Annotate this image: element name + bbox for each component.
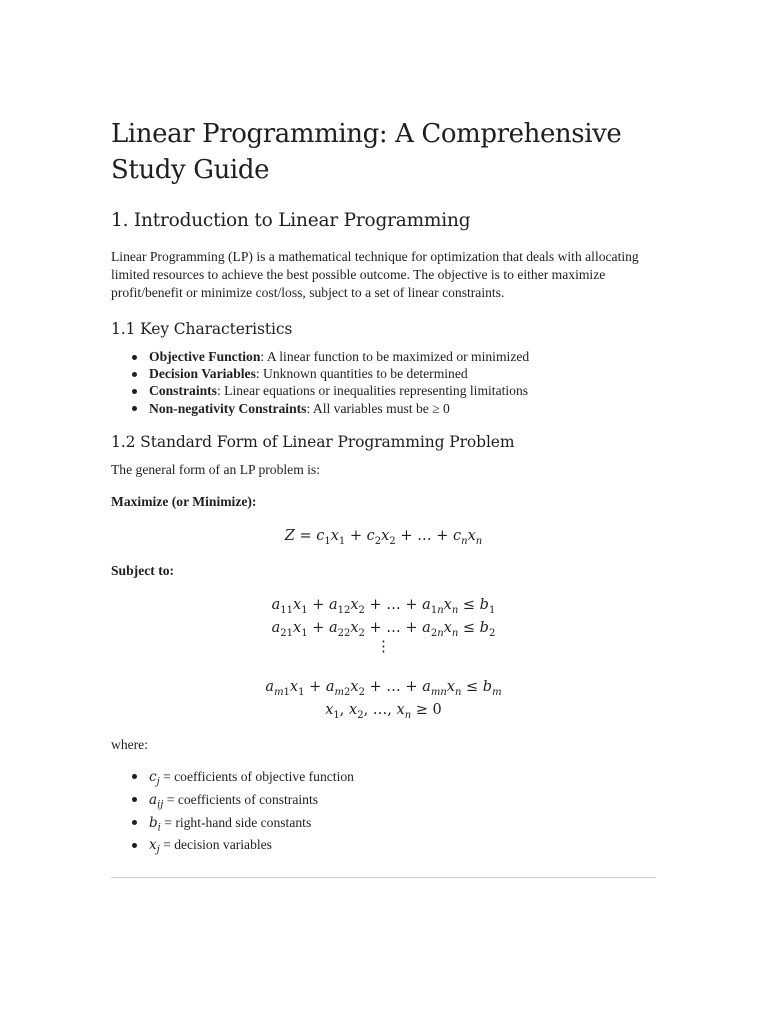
subject-to-label: Subject to:	[111, 562, 175, 578]
term: Decision Variables	[149, 366, 256, 382]
section-1-1-heading: 1.1 Key Characteristics	[111, 320, 293, 338]
document-title: Linear Programming: A Comprehensive Study Guide	[111, 119, 622, 185]
list-item: $x_j$ = decision variables	[149, 836, 656, 859]
list-item	[149, 365, 656, 382]
list-item: $a_{ij}$ = coefficients of constraints	[149, 791, 656, 814]
maximize-label: Maximize (or Minimize):	[111, 493, 257, 509]
term-desc: : All variables must be ≥ 0	[306, 400, 450, 416]
vertical-ellipsis: ⋮	[376, 638, 391, 655]
constraint-row-1: $a_{11}x_1 + a_{12}x_2$ + … + $a_{1n}x_n \le b_1$	[271, 596, 496, 616]
list-item: $c_j$ = coefficients of objective function	[149, 768, 656, 791]
constraint-row-m: $a_{m1}x_1 + a_{m2}x_2$ + … + $a_{mn}x_n \le b_m$	[265, 678, 502, 698]
constraint-row-2: $a_{21}x_1 + a_{22}x_2$ + … + $a_{2n}x_n \le b_2$	[271, 619, 496, 639]
term-desc: : A linear function to be maximized or minimized	[260, 349, 530, 364]
list-item	[149, 400, 656, 417]
objective-function-equation: $Z = c_1x_1 + c_2x_2$ + … + $c_nx_n$	[284, 527, 483, 547]
definitions-list	[111, 768, 656, 860]
section-1-heading: 1. Introduction to Linear Programming	[111, 210, 471, 231]
constraints-equations	[111, 594, 656, 722]
term-desc: : Unknown quantities to be determined	[255, 366, 468, 382]
term: Constraints	[149, 383, 217, 399]
list-item: $b_i$ = right-hand side constants	[149, 814, 656, 837]
term: Non-negativity Constraints	[149, 400, 307, 416]
term: Objective Function	[149, 349, 261, 364]
where-label: where:	[111, 736, 148, 752]
list-item	[149, 382, 656, 399]
document-page	[111, 116, 656, 878]
horizontal-divider	[111, 877, 656, 878]
general-form-text: The general form of an LP problem is:	[111, 461, 321, 477]
key-characteristics-list	[111, 348, 656, 417]
section-1-2-heading: 1.2 Standard Form of Linear Programming Problem	[111, 432, 515, 451]
term-desc: : Linear equations or inequalities representing limitations	[216, 383, 529, 399]
list-item	[149, 348, 656, 365]
non-negativity-row: $x_1$, $x_2$, …, $x_n \ge 0$	[325, 701, 442, 721]
section-1-intro: Linear Programming (LP) is a mathematical technique for optimization that deals with allocating limited resources to achieve the best possible outcome. The objective is to either maximize profit/benefit or minimize cost/loss, subject to a set of linear constraints.	[111, 249, 639, 300]
